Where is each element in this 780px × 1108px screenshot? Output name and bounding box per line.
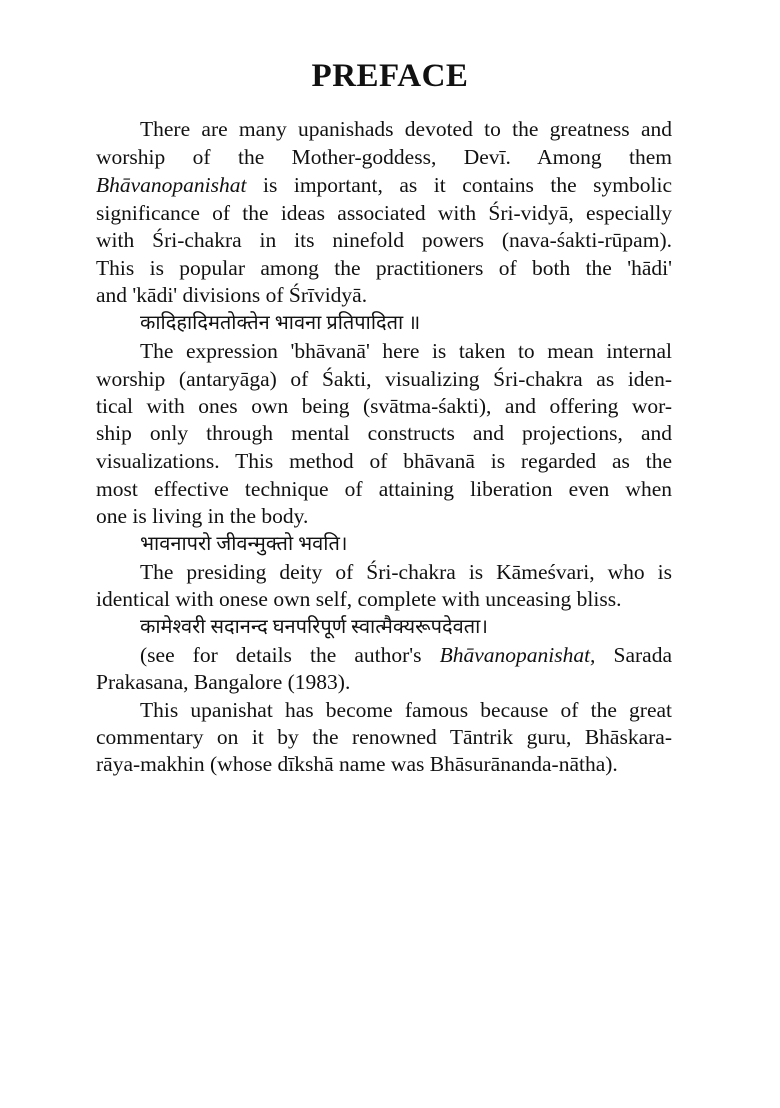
text-segment: identical with onese own self, complete with unceasing bliss.	[96, 587, 622, 611]
text-line	[96, 448, 672, 475]
text-line	[96, 172, 672, 199]
text-line	[96, 282, 672, 309]
text-line	[96, 503, 672, 530]
text-segment: ship only through mental constructs and projections, and	[96, 421, 672, 445]
text-line	[96, 227, 672, 254]
text-line	[96, 144, 672, 171]
text-segment: भावनापरो जीवन्मुक्तो भवति।	[140, 533, 348, 555]
text-segment: worship (antaryāga) of Śakti, visualizing Śri-chakra as iden-	[96, 367, 672, 391]
text-line	[140, 642, 672, 669]
text-line	[140, 697, 672, 724]
text-line	[96, 586, 672, 613]
text-line	[96, 200, 672, 227]
text-line	[96, 255, 672, 282]
text-line	[96, 476, 672, 503]
text-line	[96, 393, 672, 420]
text-segment: The expression 'bhāvanā' here is taken to mean internal	[140, 339, 672, 363]
text-segment: visualizations. This method of bhāvanā is regarded as the	[96, 449, 672, 473]
italic-title-text: Bhāvanopanishat	[96, 173, 247, 197]
text-segment: commentary on it by the renowned Tāntrik guru, Bhāskara-	[96, 725, 672, 749]
sanskrit-verse-line	[140, 531, 672, 558]
text-segment: कामेश्वरी सदानन्द घनपरिपूर्ण स्वात्मैक्यरूपदेवता।	[140, 616, 488, 638]
text-segment: Sarada	[595, 643, 672, 667]
page-title: PREFACE	[311, 58, 469, 94]
text-line	[140, 116, 672, 143]
text-segment: with Śri-chakra in its ninefold powers (nava-śakti-rūpam).	[96, 228, 672, 252]
text-segment: This upanishat has become famous because of the great	[140, 698, 672, 722]
sanskrit-verse-line	[140, 310, 672, 337]
text-segment: worship of the Mother-goddess, Devī. Among them	[96, 145, 672, 169]
text-line	[96, 420, 672, 447]
text-segment: one is living in the body.	[96, 504, 309, 528]
text-segment: most effective technique of attaining liberation even when	[96, 477, 672, 501]
text-line	[140, 338, 672, 365]
text-line	[96, 751, 672, 778]
text-line	[96, 669, 672, 696]
text-segment: is important, as it contains the symbolic	[246, 173, 672, 197]
text-segment: rāya-makhin (whose dīkshā name was Bhāsurānanda-nātha).	[96, 752, 618, 776]
text-segment: and 'kādi' divisions of Śrīvidyā.	[96, 283, 368, 307]
text-line	[140, 559, 672, 586]
text-segment: (see for details the author's	[140, 643, 440, 667]
text-segment: tical with ones own being (svātma-śakti), and offering wor-	[96, 394, 672, 418]
text-line	[96, 366, 672, 393]
text-segment: कादिहादिमतोक्तेन भावना प्रतिपादिता ॥	[140, 312, 421, 334]
text-segment: The presiding deity of Śri-chakra is Kāmeśvari, who is	[140, 560, 672, 584]
text-segment: Prakasana, Bangalore (1983).	[96, 670, 351, 694]
text-segment: This is popular among the practitioners of both the 'hādi'	[96, 256, 672, 280]
text-line	[96, 724, 672, 751]
text-segment: There are many upanishads devoted to the greatness and	[140, 117, 672, 141]
italic-title-text: Bhāvanopanishat,	[439, 643, 596, 667]
sanskrit-verse-line	[140, 614, 672, 641]
text-segment: significance of the ideas associated with Śri-vidyā, especially	[96, 201, 672, 225]
